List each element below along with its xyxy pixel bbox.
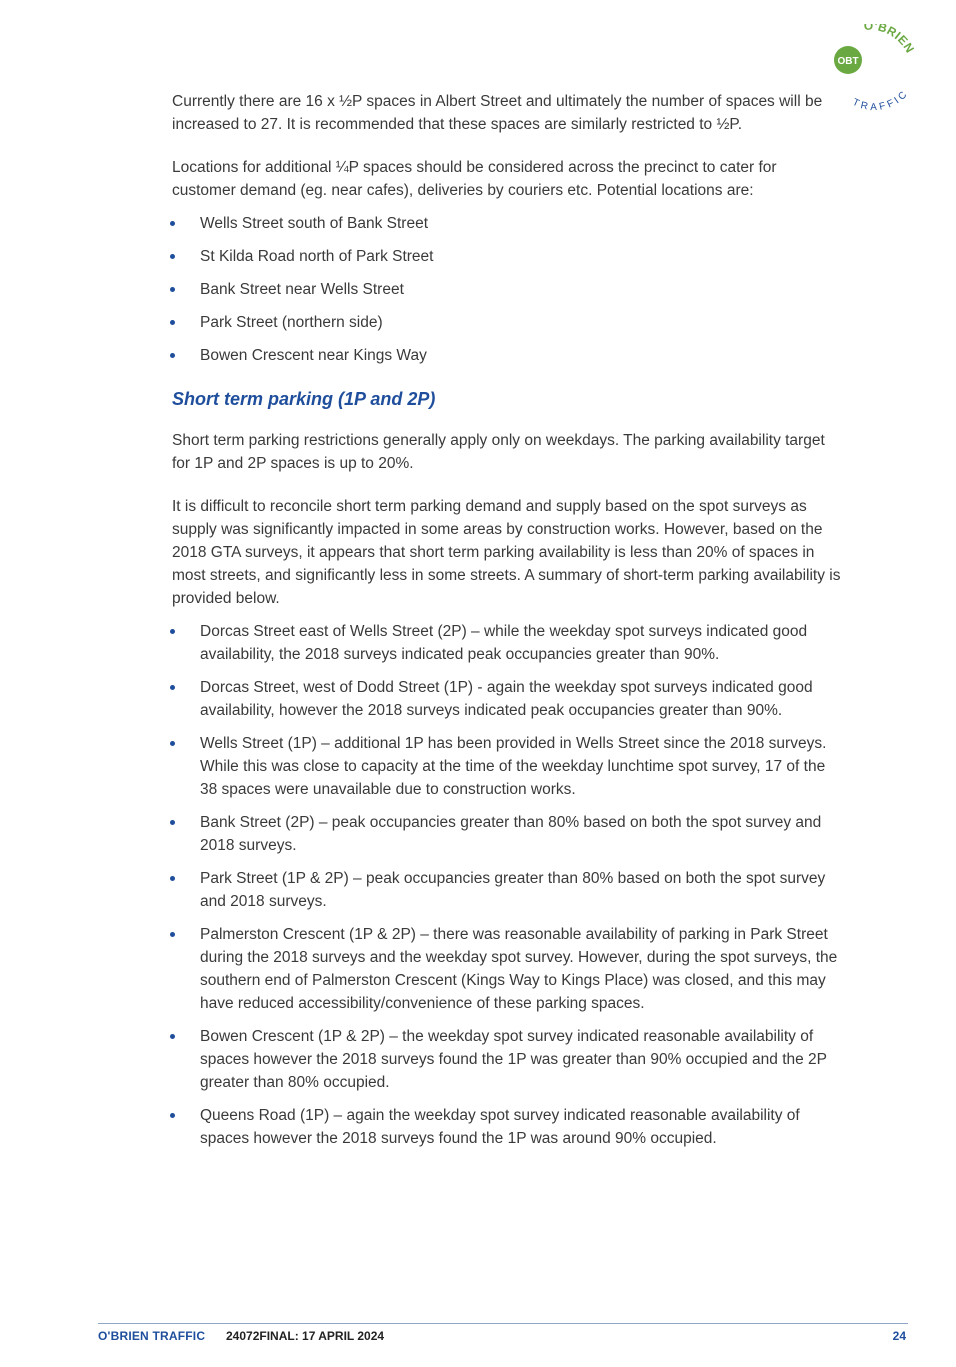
svg-text:O'BRIEN: O'BRIEN: [863, 24, 918, 56]
svg-text:OBT: OBT: [837, 56, 859, 67]
section-paragraph-2: It is difficult to reconcile short term parking demand and supply based on the spot surveys as supply was significantly impacted in some areas by construction works. However, based on the 2018 GTA surveys, it appears that short term parking availability is less than 20% of spaces in most streets, and significantly less in some streets. A summary of short-term parking availability is provided below.: [172, 498, 841, 607]
list-item: Queens Road (1P) – again the weekday spot survey indicated reasonable availability of spaces however the 2018 surveys found the 1P was around 90% occupied.: [172, 1104, 842, 1150]
list-item: Bowen Crescent near Kings Way: [172, 344, 842, 367]
svg-text:TRAFFIC: TRAFFIC: [850, 87, 912, 114]
footer-document-reference: 24072FINAL: 17 APRIL 2024: [226, 1329, 385, 1343]
bullet-icon: [170, 876, 175, 881]
bullet-icon: [170, 221, 175, 226]
bullet-icon: [170, 629, 175, 634]
list-item: Wells Street south of Bank Street: [172, 212, 842, 235]
bullet-icon: [170, 353, 175, 358]
list-item: Bowen Crescent (1P & 2P) – the weekday spot survey indicated reasonable availability of spaces however the 2018 surveys found the 1P was greater than 90% occupied and the 2P greater than 80% occupied.: [172, 1025, 842, 1094]
bullet-icon: [170, 287, 175, 292]
list-item: Palmerston Crescent (1P & 2P) – there was reasonable availability of parking in Park Street during the 2018 surveys and the weekday spot survey. However, during the spot surveys, the southern end of Palmerston Crescent (Kings Way to Kings Place) was closed, and this may have reduced accessibility/convenience of these parking spaces.: [172, 923, 842, 1015]
bullet-icon: [170, 685, 175, 690]
location-list: [172, 212, 842, 367]
list-item: Park Street (1P & 2P) – peak occupancies greater than 80% based on both the spot survey and 2018 surveys.: [172, 867, 842, 913]
list-item: Bank Street near Wells Street: [172, 278, 842, 301]
list-item: St Kilda Road north of Park Street: [172, 245, 842, 268]
footer-divider: [98, 1323, 908, 1324]
bullet-icon: [170, 741, 175, 746]
footer-brand: O'BRIEN TRAFFIC: [98, 1329, 206, 1343]
bullet-icon: [170, 932, 175, 937]
list-item: Bank Street (2P) – peak occupancies greater than 80% based on both the spot survey and 2018 surveys.: [172, 811, 842, 857]
page-footer: [98, 1329, 908, 1347]
availability-list: [172, 620, 842, 1150]
list-item: Park Street (northern side): [172, 311, 842, 334]
bullet-icon: [170, 320, 175, 325]
intro-paragraph-1: Currently there are 16 x ½P spaces in Albert Street and ultimately the number of spaces will be increased to 27. It is recommended that these spaces are similarly restricted to ½P.: [172, 93, 823, 133]
bullet-icon: [170, 1034, 175, 1039]
bullet-icon: [170, 820, 175, 825]
section-heading: Short term parking (1P and 2P): [172, 389, 436, 409]
list-item: Wells Street (1P) – additional 1P has been provided in Wells Street since the 2018 surveys. While this was close to capacity at the time of the weekday lunchtime spot survey, 17 of the 38 spaces were unavailable due to construction works.: [172, 732, 842, 801]
intro-paragraph-2: Locations for additional ¼P spaces should be considered across the precinct to cater for customer demand (eg. near cafes), deliveries by couriers etc. Potential locations are:: [172, 159, 777, 199]
page-number: 24: [892, 1329, 906, 1343]
list-item: Dorcas Street east of Wells Street (2P) – while the weekday spot surveys indicated good availability, the 2018 surveys indicated peak occupancies greater than 90%.: [172, 620, 842, 666]
bullet-icon: [170, 1113, 175, 1118]
page-content: [172, 90, 842, 1150]
section-paragraph-1: Short term parking restrictions generally apply only on weekdays. The parking availability target for 1P and 2P spaces is up to 20%.: [172, 432, 825, 472]
bullet-icon: [170, 254, 175, 259]
list-item: Dorcas Street, west of Dodd Street (1P) - again the weekday spot surveys indicated good availability, however the 2018 surveys indicated peak occupancies greater than 90%.: [172, 676, 842, 722]
